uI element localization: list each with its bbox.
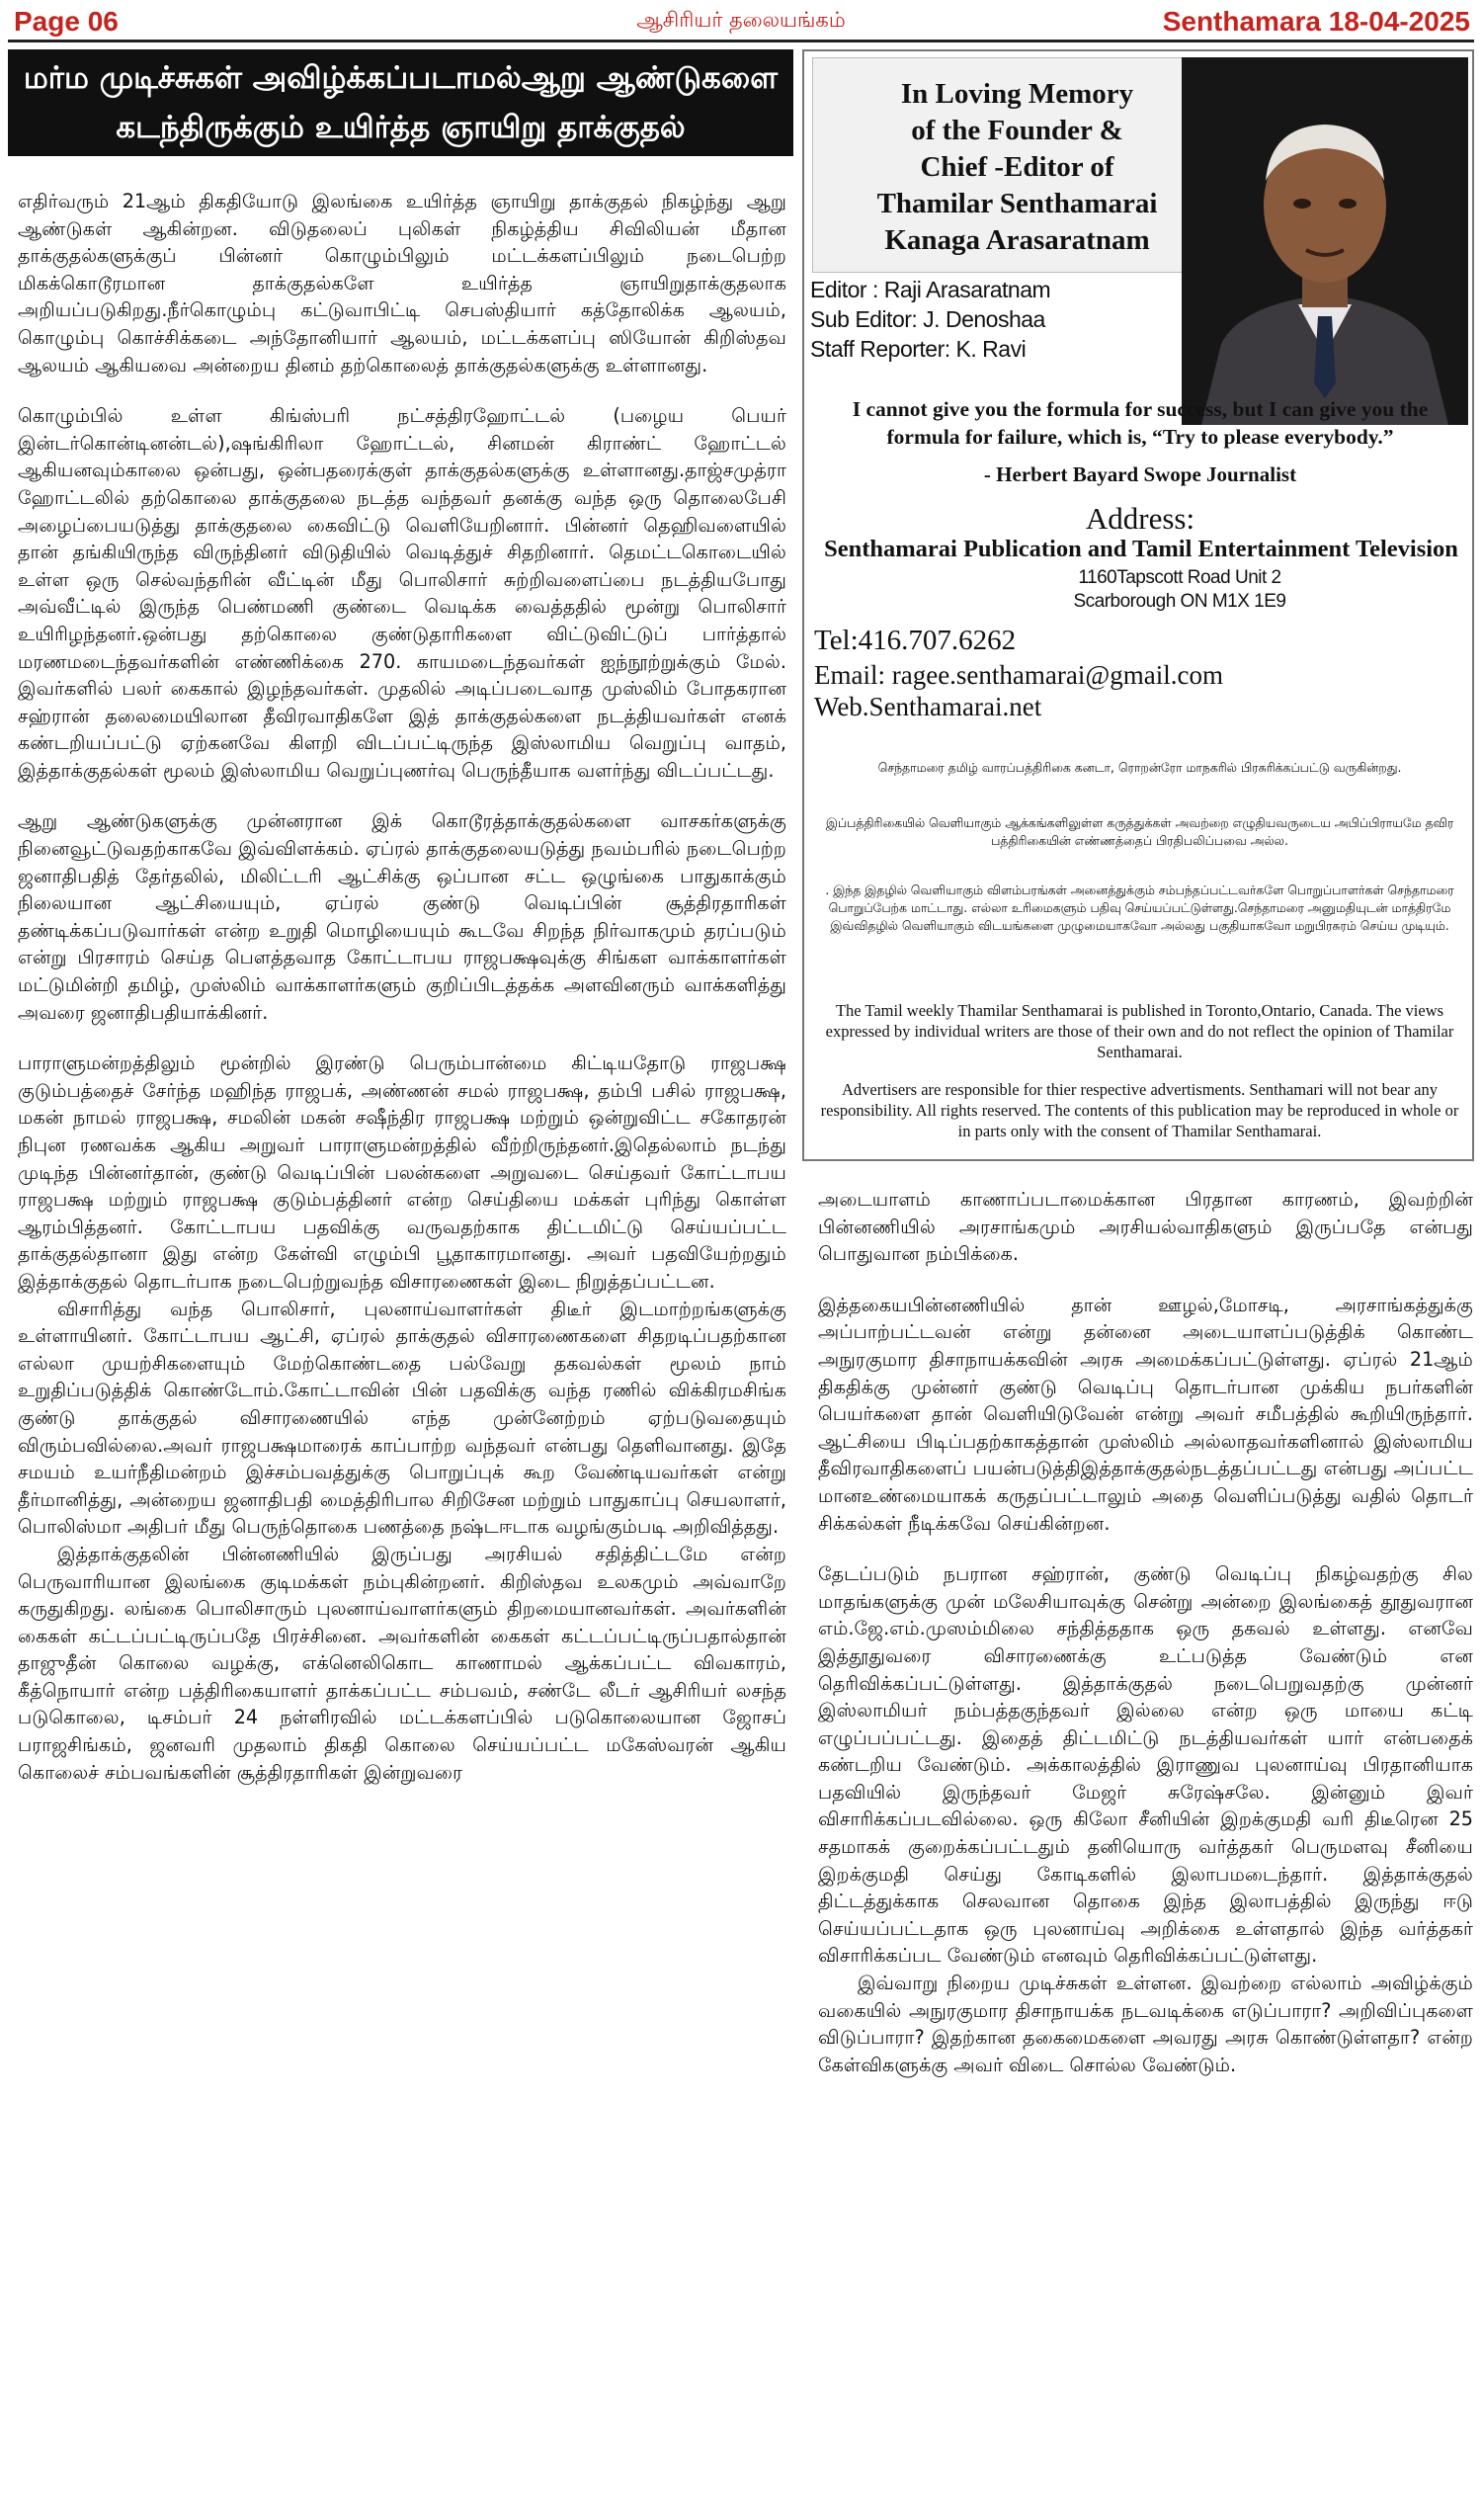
english-notice-rights: Advertisers are responsible for thier respective advertisments. Senthamari will not bear any responsibility. All rights reserved. The contents of this publication may be reproduced in whole or in parts only with the consent of Thamilar Senthamarai. xyxy=(820,1080,1459,1140)
address-label: Address: xyxy=(1085,501,1195,536)
sub-editor-credit: Sub Editor: J. Denoshaa xyxy=(810,306,1045,332)
headline-line-1: மர்ம முடிச்சுகள் அவிழ்க்கப்படாமல்ஆறு ஆண்டுகளை xyxy=(23,60,779,96)
telephone: Tel:416.707.6262 xyxy=(814,625,1017,656)
memory-line: of the Founder & xyxy=(911,115,1123,146)
english-notice-publication: The Tamil weekly Thamilar Senthamarai is published in Toronto,Ontario, Canada. The views expressed by individual writers are those of their own and do not reflect the opinion of Thamilar Senthamarai. xyxy=(825,1001,1454,1061)
article-left-column xyxy=(18,188,786,1786)
header-divider xyxy=(8,40,1474,42)
tamil-notice-publication: செந்தாமரை தமிழ் வாரப்பத்திரிகை கனடா, ரொறன்ரோ மாநகரில் பிரசுரிக்கப்பட்டு வருகின்றது. xyxy=(877,760,1402,775)
headline-line-2: கடந்திருக்கும் உயிர்த்த ஞாயிறு தாக்குதல் xyxy=(116,110,686,145)
page-number: Page 06 xyxy=(14,6,119,37)
staff-reporter-credit: Staff Reporter: K. Ravi xyxy=(810,336,1027,362)
paragraph: எதிர்வரும் 21ஆம் திகதியோடு இலங்கை உயிர்த்த ஞாயிறு தாக்குதல் நிகழ்ந்து ஆறு ஆண்டுகள் ஆகின்றன. விடுதலைப் புலிகள் நிகழ்த்திய சிவிலியன் மீதான தாக்குதல்களுக்குப் பின்னர் கொழும்பிலும் மட்டக்களப்பிலும் நடைபெற்ற மிகக்கொடூரமான தாக்குதல்களே உயிர்த்த ஞாயிறுதாக்குதலாக அறியப்படுகிறது.நீர்கொழும்பு கட்டுவாபிட்டி செபஸ்தியார் கத்தோலிக்க ஆலயம், கொழும்பு கொச்சிக்கடை அந்தோனியார் ஆலயம், மட்டக்களப்பு ஸியோன் கிறிஸ்தவ ஆலயம் ஆகியவை அன்றைய தினம் தற்கொலைத் தாக்குதல்களுக்கு உள்ளானது. xyxy=(18,190,786,377)
publisher-name: Senthamarai Publication and Tamil Entertainment Television xyxy=(824,536,1458,562)
tamil-notice-views: இப்பத்திரிகையில் வெளியாகும் ஆக்கங்களிலுள்ள கருத்துக்கள் அவற்றை எழுதியவருடைய அபிப்பிராயமே தவிர பத்திரிகையின் எண்ணத்தைப் பிரதிபலிப்பவை அல்ல. xyxy=(825,815,1454,848)
city-postal: Scarborough ON M1X 1E9 xyxy=(1073,591,1286,612)
paragraph: அடையாளம் காணாப்படாமைக்கான பிரதான காரணம், இவற்றின் பின்னணியில் அரசாங்கமும் அரசியல்வாதிகளும் இருப்பதே என்பது பொதுவான நம்பிக்கை. xyxy=(818,1188,1473,1266)
memory-line: Kanaga Arasaratnam xyxy=(884,224,1150,256)
quote-text: I cannot give you the formula for success, but I can give you the formula for failure, which is, “Try to please everybody.” xyxy=(852,397,1429,449)
paragraph: இத்தாக்குதலின் பின்னணியில் இருப்பது அரசியல் சதித்திட்டமே என்ற பெருவாரியான இலங்கை குடிமக்கள் நம்புகின்றனர். கிறிஸ்தவ உலகமும் அவ்வாறே கருதுகிறது. லங்கை பொலிசாரும் புலனாய்வாளர்களும் திறமையானவர்கள். அவர்களின் கைகள் கட்டப்பட்டிருப்பதே பிரச்சினை. அவர்களின் கைகள் கட்டப்பட்டிருப்பதால்தான் தாஜுதீன் கொலை வழக்கு, எக்னெலிகொட காணாமல் ஆக்கப்பட்ட விவகாரம், கீத்நொயார் என்ற பத்திரிகையாளர் தாக்கப்பட்ட சம்பவம், சண்டே லீடர் ஆசிரியர் லசந்த படுகொலை, டிசம்பர் 24 நள்ளிரவில் மட்டக்களப்பில் படுகொலையான ஜோசப் பராஜசிங்கம், ஜனவரி முதலாம் திகதி கொலை செய்யப்பட்ட மகேஸ்வரன் ஆகிய கொலைச் சம்பவங்களின் சூத்திரதாரிகள் இன்றுவரை xyxy=(18,1542,786,1784)
website: Web.Senthamarai.net xyxy=(814,692,1042,721)
email: Email: ragee.senthamarai@gmail.com xyxy=(814,660,1223,690)
paragraph: கொழும்பில் உள்ள கிங்ஸ்பரி நட்சத்திரஹோட்டல் (பழைய பெயர் இன்டர்கொன்டினன்டல்),ஷங்கிரிலா ஹோட்டல், சினமன் கிராண்ட் ஹோட்டல் ஆகியனவும்காலை ஒன்பது, ஒன்பதரைக்குள் தாக்குதல்களுக்கு உள்ளானது.தாஜ்சமுத்ரா ஹோட்டலில் தற்கொலை தாக்குதலை நடத்த வந்தவர் தனக்கு வந்த ஒரு தொலைபேசி அழைப்பையடுத்து தாக்குதலை கைவிட்டு வெளியேறினார். பின்னர் தெஹிவளையில் தான் தங்கியிருந்த விருந்தினர் விடுதியில் வெடித்துச் சிதறினார். தெமட்டகொடையில் உள்ள ஒரு செல்வந்தரின் வீட்டின் மீது பொலிசார் சுற்றிவளைப்பை நடத்தியபோது அவ்வீட்டில் இருந்த பெண்மணி குண்டை வெடிக்க வைத்ததில் மூன்று பொலிசார் உயிரிழந்தனர்.ஒன்பது தற்கொலை குண்டுதாரிகளை விட்டுவிட்டுப் பார்த்தால் மரணமடைந்தவர்களின் எண்ணிக்கை 270. காயமடைந்தவர்கள் ஐந்நூற்றுக்கும் மேல். இவர்களில் பலர் கைகால் இழந்தவர்கள். முதலில் அடிப்படைவாத முஸ்லிம் போதகரான சஹ்ரான் தலைமையிலான தீவிரவாதிகளே இத் தாக்குதல்களை நடத்தியவர்கள் எனக் கண்டறியப்பட்டு ஏற்கனவே கிளறி விடப்பட்டிருந்த இஸ்லாமிய வெறுப்பு வாதம், இத்தாக்குதல்கள் மூலம் இஸ்லாமிய வெறுப்புணர்வு பெருந்தீயாக வளர்ந்து விடப்பட்டது. xyxy=(18,404,786,782)
street-address: 1160Tapscott Road Unit 2 xyxy=(1078,567,1281,588)
paragraph: இவ்வாறு நிறைய முடிச்சுகள் உள்ளன. இவற்றை எல்லாம் அவிழ்க்கும் வகையில் அநுரகுமார திசாநாயக்க நடவடிக்கை எடுப்பாரா? அறிவிப்புகளை விடுப்பாரா? இதற்கான தகைமைகளை அவரது அரசு கொண்டுள்ளதா? என்ற கேள்விகளுக்கு அவர் விடை சொல்ல வேண்டும். xyxy=(818,1972,1473,2076)
article-right-column xyxy=(818,1186,1473,2078)
page-header xyxy=(0,0,1482,42)
paragraph: பாராளுமன்றத்திலும் மூன்றில் இரண்டு பெரும்பான்மை கிட்டியதோடு ராஜபக்ஷ குடும்பத்தைச் சேர்ந்த மஹிந்த ராஜபக், அண்ணன் சமல் ராஜபக்ஷ, தம்பி பசில் ராஜபக்ஷ, மகன் நாமல் ராஜபக்ஷ, சமலின் மகன் சஷீந்திர ராஜபக்ஷ மற்றும் ஒன்றுவிட்ட சகோதரன் நிபுன ரணவக்க ஆகிய அறுவர் பாராளுமன்றத்தில் வீற்றிருந்தனர்.இதெல்லாம் நடந்து முடிந்த பின்னர்தான், குண்டு வெடிப்பின் பலன்களை அறுவடை செய்தவர் கோட்டாபய ராஜபக்ஷ மற்றும் ராஜபக்ஷ குடும்பத்தினர் என்ற செய்தியை மக்கள் புரிந்து கொள்ள ஆரம்பித்தனர். கோட்டாபய பதவிக்கு வருவதற்காக திட்டமிட்டு செய்யப்பட்ட தாக்குதல்தானா இது என்ற கேள்வி எழும்பி பூதாகாரமானது. அவர் பதவியேற்றதும் இத்தாக்குதல் தொடர்பாக நடைபெற்றுவந்த விசாரணைகள் இடை நிறுத்தப்பட்டன. xyxy=(18,1051,786,1293)
memory-line: Chief -Editor of xyxy=(920,151,1114,183)
in-memory-box xyxy=(812,57,1222,273)
paragraph: தேடப்படும் நபரான சஹ்ரான், குண்டு வெடிப்பு நிகழ்வதற்கு சில மாதங்களுக்கு முன் மலேசியாவுக்கு சென்று அன்றை இலங்கைத் தூதுவரான எம்.ஜே.எம்.முஸம்மிலை சந்தித்ததாக ஒரு தகவல் உள்ளது. எனவே இத்தூதுவரை விசாரணைக்கு உட்படுத்த வேண்டும் என தெரிவிக்கப்பட்டுள்ளது. இத்தாக்குதல் நடைபெறுவதற்கு முன்னர் இஸ்லாமியர் நம்பத்தகுந்தவர் இல்லை என்ற ஒரு மாயை கட்டி எழுப்பப்பட்டது. இதைத் திட்டமிட்டு நடத்தியவர்கள் யார் என்பதைக் கண்டறிய வேண்டும். அக்காலத்தில் இராணுவ புலனாய்வு பிரதானியாக பதவியில் இருந்தவர் மேஜர் சுரேஷ்சலே. இன்னும் இவர் விசாரிக்கப்படவில்லை. ஒரு கிலோ சீனியின் இறக்குமதி வரி திடீரென 25 சதமாகக் குறைக்கப்பட்டதும் தனியொரு வர்த்தகர் பெருமளவு சீனியை இறக்குமதி செய்து கோடிகளில் இலாபமடைந்தார். இத்தாக்குதல் திட்டத்துக்காக செலவான தொகை இந்த இலாபத்தில் இருந்து ஈடு செய்யப்பட்டதாக ஒரு புலனாய்வு அறிக்கை உள்ளதால் இந்த வர்த்தகர் விசாரிக்கப்பட வேண்டும் எனவும் தெரிவிக்கப்பட்டுள்ளது. xyxy=(818,1562,1473,1968)
editor-credit: Editor : Raji Arasaratnam xyxy=(810,277,1051,302)
founder-portrait xyxy=(1182,57,1468,425)
tamil-notice-rights: . இந்த இதழில் வெளியாகும் விளம்பரங்கள் அனைத்துக்கும் சம்பந்தப்பட்டவர்களே பொறுப்பாளர்கள் செந்தாமரை பொறுப்பேற்க மாட்டாது. எல்லா உரிமைகளும் பதிவு செய்யப்பட்டுள்ளது.செந்தாமரை அனுமதியுடன் மாத்திரமே இவ்விதழில் வெளியாகும் விடயங்களை முழுமையாகவோ அல்லது பகுதியாகவோ மறுபிரசுரம் செய்ய முடியும். xyxy=(825,882,1454,933)
memory-line: Thamilar Senthamarai xyxy=(876,188,1158,219)
quote-author: - Herbert Bayard Swope Journalist xyxy=(983,462,1297,486)
section-title: ஆசிரியர் தலையங்கம் xyxy=(636,8,846,32)
paragraph: ஆறு ஆண்டுகளுக்கு முன்னரான இக் கொடூரத்தாக்குதல்களை வாசகர்களுக்கு நினைவூட்டுவதற்காகவே இவ்விளக்கம். ஏப்ரல் தாக்குதலையடுத்து நவம்பரில் நடைபெற்ற ஜனாதிபதித் தேர்தலில், மிலிட்டரி ஆட்சிக்கு ஒப்பான சட்ட ஒழுங்கை பாதுகாக்கும் நிலையான ஆட்சியையும், ஏப்ரல் குண்டு வெடிப்பின் சூத்திரதாரிகள் தண்டிக்கப்படுவார்கள் என்ற உறுதி மொழியையும் கூடவே சிறந்த நிர்வாகமும் தரப்படும் என்று பிரசாரம் செய்த பௌத்தவாத கோட்டாபய ராஜபக்ஷவுக்கு சிங்கள வாக்காளர்கள் மட்டுமின்றி தமிழ், முஸ்லிம் வாக்காளர்களும் குறிப்பிடத்தக்க அளவினரும் வாக்களித்து அவரை ஜனாதிபதியாக்கினர். xyxy=(18,809,786,1024)
portrait-image xyxy=(1182,57,1468,425)
editorial-info-box xyxy=(802,49,1474,1161)
masthead-date: Senthamara 18-04-2025 xyxy=(1162,6,1470,37)
paragraph: இத்தகையபின்னணியில் தான் ஊழல்,மோசடி, அரசாங்கத்துக்கு அப்பாற்பட்டவன் என்று தன்னை அடையாளப்படுத்திக் கொண்ட அநுரகுமார திசாநாயக்கவின் அரசு அமைக்கப்பட்டுள்ளது. ஏப்ரல் 21ஆம் திகதிக்கு முன்னர் குண்டு வெடிப்பு தொடர்பான முக்கிய நபர்களின் பெயர்களை தான் வெளியிடுவேன் என்று அவர் சமீபத்தில் கூறியிருந்தார். ஆட்சியை பிடிப்பதற்காகத்தான் முஸ்லிம் அல்லாதவர்களினால் இஸ்லாமிய தீவிரவாதிகளைப் பயன்படுத்திஇத்தாக்குதல்நடத்தப்பட்டது என்பது அப்பட்ட மானஉண்மையாகக் கருதப்பட்டாலும் அதை வெளிப்படுத்து வதில் தொடர் சிக்கல்கள் நீடிக்கவே செய்கின்றன. xyxy=(818,1293,1473,1535)
paragraph: விசாரித்து வந்த பொலிசார், புலனாய்வாளர்கள் திடீர் இடமாற்றங்களுக்கு உள்ளாயினர். கோட்டாபய ஆட்சி, ஏப்ரல் தாக்குதல் விசாரணைகளை சிதறடிப்பதற்கான எல்லா முயற்சிகளையும் மேற்கொண்டதை பல்வேறு தகவல்கள் மூலம் நாம் உறுதிப்படுத்திக் கொண்டோம்.கோட்டாவின் பின் பதவிக்கு வந்த ரணில் விக்கிரமசிங்க குண்டு தாக்குதல் விசாரணையில் எந்த முன்னேற்றம் ஏற்படுவதையும் விரும்பவில்லை.அவர் ராஜபக்ஷமாரைக் காப்பாற்ற வந்தவர் என்பது தெளிவானது. இதே சமயம் உயர்நீதிமன்றம் இச்சம்பவத்துக்கு பொறுப்புக் கூற வேண்டியவர்கள் என்று தீர்மானித்து, அன்றைய ஜனாதிபதி மைத்திரிபால சிறிசேன மற்றும் பாதுகாப்பு செயலாளர், பொலிஸ்மா அதிபர் மீது பெருந்தொகை பணத்தை நஷ்டஈடாக வழங்கும்படி அறிவித்தது. xyxy=(18,1297,786,1539)
memory-line: In Loving Memory xyxy=(900,78,1134,110)
article-headline xyxy=(8,49,793,156)
